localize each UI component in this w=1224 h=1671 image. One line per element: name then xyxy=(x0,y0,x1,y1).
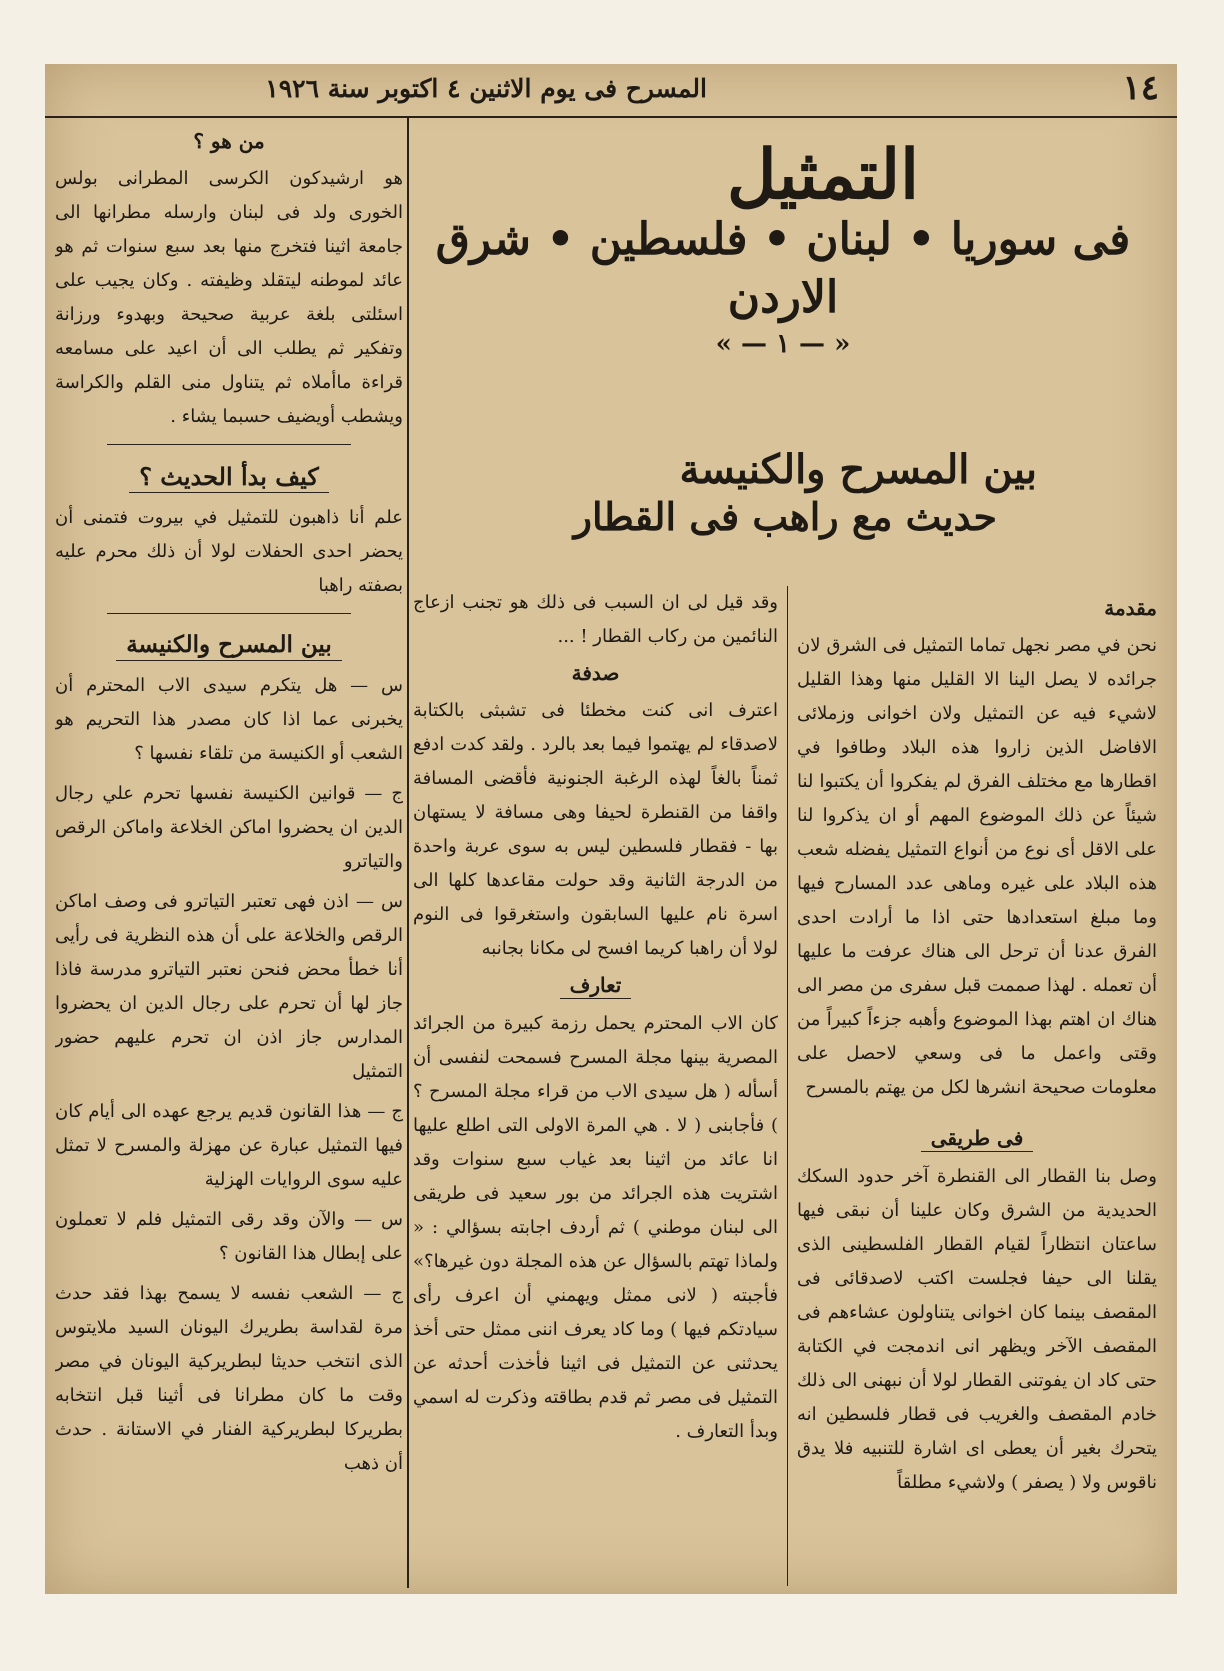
intro-text: نحن في مصر نجهل تماما التمثيل فى الشرق لان جرائده لا يصل الينا الا القليل منها وهذا القليل لاشيء فيه عن التمثيل ولان اخوانى وزملائى الافاضل الذين زاروا هذه البلاد وطافوا في اقطارها مع مختلف الفرق لم يفكروا أن يكتبوا لنا شيئاً عن ذلك الموضوع المهم أو ان يذكروا لنا على الاقل أى نوع من أنواع التمثيل يفضله شعب هذه البلاد على غيره وماهى عدد المسارح فيها وما مبلغ استعدادها حتى اذا ما أرادت احدى الفرق عدنا أن ترحل الى هناك عرفت ما عليها أن تعمله . لهذا صممت قبل سفرى من مصر الى هناك ان اهتم بهذا الموضوع وأهبه جزءاً كبيراً من وقتى واعمل ما فى وسعي لاحصل على معلومات صحيحة انشرها لكل من يهتم بالمسرح xyxy=(797,635,1157,1098)
header-title: المسرح فى يوم الاثنين ٤ اكتوبر سنة ١٩٢٦ xyxy=(265,74,707,103)
qa-item: س — اذن فهى تعتبر التياترو فى وصف اماكن الرقص والخلاعة على أن هذه النظرية فى رأيى أنا خطأ محض فنحن نعتبر التياترو مدرسة فاذا جاز لها أن تحرم على رجال الدين ان يحضروا المدارس جاز اذن ان تحرم عليهم حضور التمثيل xyxy=(55,891,403,1083)
column-divider-middle xyxy=(787,586,788,1586)
column-divider-left xyxy=(407,118,409,1588)
opening-text: وقد قيل لى ان السبب فى ذلك هو تجنب ازعاج النائمين من ركاب القطار ! ... xyxy=(413,592,778,647)
separator xyxy=(107,444,351,445)
between-heading-wrap xyxy=(55,624,403,669)
qa-item: ج — الشعب نفسه لا يسمح بهذا فقد حدث مرة لقداسة بطريرك اليونان السيد ملايتوس الذى انتخب حديثا لبطريركية اليونان في مصر وقت ما كان مطرانا فى أثينا قبل انتخابه بطريركا لبطريركية الفنار في الاستانة . حدث أن ذهب xyxy=(55,1283,403,1475)
qa-item: ج — هذا القانون قديم يرجع عهده الى أيام كان فيها التمثيل عبارة عن مهزلة والمسرح لا تمثل عليه سوى الروايات الهزلية xyxy=(55,1101,403,1191)
how-text: علم أنا ذاهبون للتمثيل في بيروت فتمنى أن يحضر احدى الحفلات لولا أن ذلك محرم عليه بصفته راهبا xyxy=(55,507,403,597)
chance-heading: صدفة xyxy=(571,661,620,685)
separator xyxy=(107,613,351,614)
page-header xyxy=(45,64,1177,118)
between-heading: بين المسرح والكنيسة xyxy=(116,630,342,661)
acquaintance-heading: تعارف xyxy=(560,972,632,999)
headline-secondary: حديث مع راهب فى القطار xyxy=(573,494,997,539)
road-text: وصل بنا القطار الى القنطرة آخر حدود السكك الحديدية من الشرق وكان علينا أن نبقى فيها ساعتان انتظاراً لقيام القطار الفلسطينى الذى يقلنا الى حيفا فجلست اكتب لاصدقائى فى المقصف بينما كان اخوانى يتناولون عشاءهم فى المقصف الآخر ويظهر انى اندمجت في الكتابة حتى كاد ان يفوتنى القطار لولا أن نبهنى الى ذلك خادم المقصف والغريب فى قطار فلسطين انه يتحرك بغير أن يعطى اى اشارة للتنبيه فلا يدق ناقوس ولا ( يصفر ) ولاشيء مطلقاً xyxy=(797,1166,1157,1493)
article-part-number: « — ١ — » xyxy=(715,328,851,359)
acquaintance-text: كان الاب المحترم يحمل رزمة كبيرة من الجرائد المصرية بينها مجلة المسرح فسمحت لنفسى أن أسأله ( هل سيدى الاب من قراء مجلة المسرح ؟ ) فأجابنى ( لا . هي المرة الاولى التى اطلع عليها انا عائد من اثينا بعد غياب سبع سنوات وقد اشتريت هذه الجرائد من بور سعيد فى طريقى الى لبنان موطني ) ثم أردف اجابته بسؤالي : « ولماذا تهتم بالسؤال عن هذه المجلة دون غيرها؟» فأجبته ( لانى ممثل ويهمني أن اعرف رأى سيادتكم فيها ) وما كاد يعرف اننى ممثل حتى أخذ يحدثنى عن التمثيل فى اثينا فأخذت أحدثه عن التمثيل فى مصر ثم قدم بطاقته وذكرت له اسمي وبدأ التعارف . xyxy=(413,1013,778,1442)
how-heading: كيف بدأ الحديث ؟ xyxy=(129,461,329,493)
middle-column xyxy=(413,586,778,1586)
who-text: هو ارشيدكون الكرسى المطرانى بولس الخورى ولد فى لبنان وارسله مطرانها الى جامعة اثينا فتخرج منها بعد سبع سنوات ثم هو عائد لموطنه ليتقلد وظيفته . وكان يجيب على اسئلتى بلغة عربية صحيحة وبهدوء ورزانة وتفكير ثم يطلب الى أن اعيد على مسامعه قراءة ماأملاه ثم يتناول منى القلم والكراسة ويشطب أويضيف حسبما يشاء . xyxy=(55,168,403,427)
qa-item: س — والآن وقد رقى التمثيل فلم لا تعملون على إبطال هذا القانون ؟ xyxy=(55,1209,403,1265)
page-number: ١٤ xyxy=(1122,68,1159,108)
article-title-block xyxy=(413,135,1153,362)
who-heading: من هو ؟ xyxy=(193,129,265,153)
how-heading-wrap xyxy=(55,455,403,501)
qa-item: س — هل يتكرم سيدى الاب المحترم أن يخبرنى عما اذا كان مصدر هذا التحريم هو الشعب أو الكنيسة من تلقاء نفسها ؟ xyxy=(55,675,403,765)
right-column xyxy=(797,589,1157,1589)
intro-heading-wrap xyxy=(797,595,1157,621)
left-column xyxy=(55,122,403,1582)
newspaper-page xyxy=(45,64,1177,1594)
article-title: التمثيل xyxy=(727,135,919,215)
headline-primary: بين المسرح والكنيسة xyxy=(679,446,1037,493)
qa-item: ج — قوانين الكنيسة نفسها تحرم علي رجال الدين ان يحضروا اماكن الخلاعة واماكن الرقص والتياترو xyxy=(55,783,403,873)
chance-heading-wrap xyxy=(413,660,778,686)
chance-text: اعترف انى كنت مخطئا فى تشبثى بالكتابة لاصدقاء لم يهتموا فيما بعد بالرد . ولقد كدت ادفع ثمناً بالغاً لهذه الرغبة الجنونية فأقضى المسافة واقفا من القنطرة لحيفا وهى مسافة لا يستهان بها - فقطار فلسطين ليس به سوى عربة واحدة من الدرجة الثانية وقد حولت مقاعدها كلها الى اسرة نام عليها السابقون واستغرقوا فى النوم لولا أن راهبا كريما افسح لى مكانا بجانبه xyxy=(413,700,778,959)
who-heading-wrap xyxy=(55,128,403,154)
road-heading: فى طريقى xyxy=(921,1125,1034,1152)
article-subtitle: فى سوريا • لبنان • فلسطين • شرق الاردن xyxy=(435,214,1131,323)
acquaintance-heading-wrap xyxy=(413,966,778,1007)
road-heading-wrap xyxy=(797,1119,1157,1160)
intro-heading: مقدمة xyxy=(1104,596,1157,620)
